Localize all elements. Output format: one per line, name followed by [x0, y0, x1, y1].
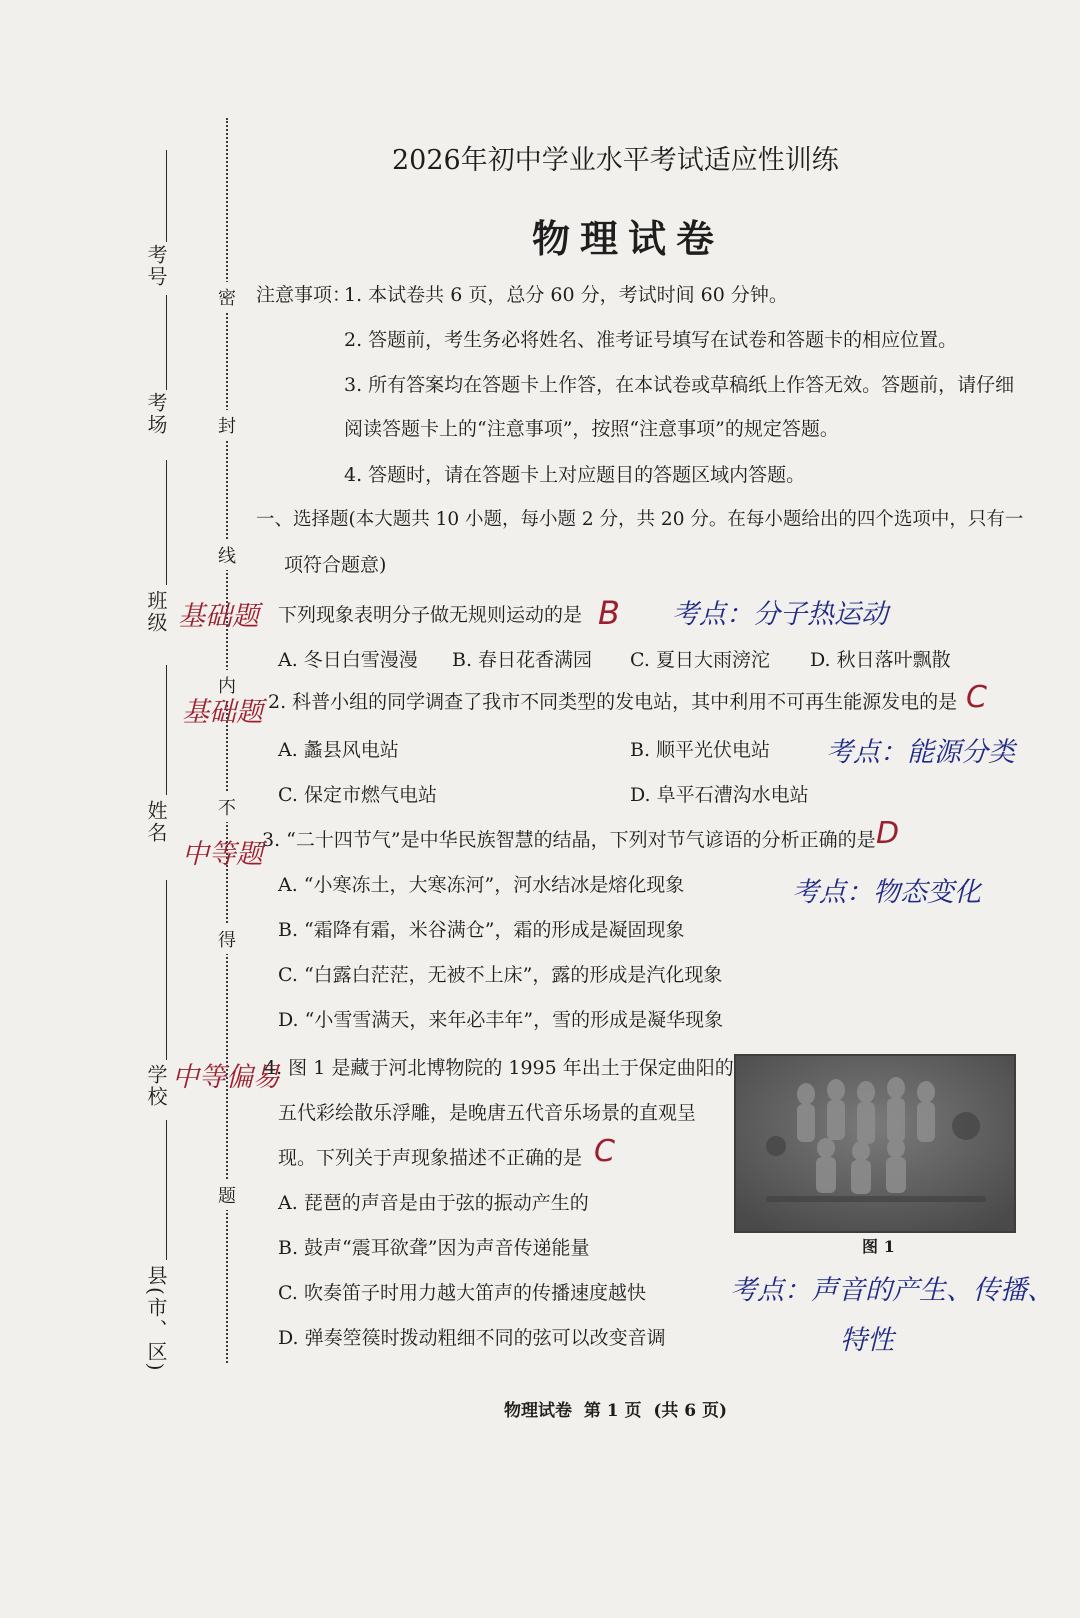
difficulty-annotation: 基础题 [178, 601, 259, 632]
notice-item: 3. 所有答案均在答题卡上作答，在本试卷或草稿纸上作答无效。答题前，请仔细 [344, 374, 1015, 396]
difficulty-annotation: 中等偏易 [172, 1062, 280, 1093]
section-heading: 一、选择题(本大题共 10 小题，每小题 2 分，共 20 分。在每小题给出的四个选项中，只有一 [256, 509, 1024, 530]
topic-annotation-cont: 特性 [840, 1325, 894, 1356]
option: D. 阜平石漕沟水电站 [630, 784, 809, 806]
option: C. 保定市燃气电站 [278, 784, 437, 806]
field-exam-number-line [166, 150, 167, 242]
notice-item: 4. 答题时，请在答题卡上对应题目的答题区域内答题。 [344, 464, 806, 486]
field-name-line [166, 665, 167, 795]
difficulty-annotation: 中等题 [182, 839, 263, 870]
field-name-label: 姓名 [144, 800, 168, 844]
option: D. 秋日落叶飘散 [810, 649, 951, 671]
figure-caption: 图 1 [862, 1237, 895, 1256]
option: A. 冬日白雪漫漫 [278, 649, 418, 671]
topic-annotation: 考点：分子热运动 [672, 599, 888, 630]
topic-annotation: 考点：能源分类 [826, 737, 1015, 768]
option: A. 蠡县风电站 [278, 739, 399, 761]
answer-annotation: C [966, 680, 987, 715]
field-exam-room-line [166, 295, 167, 390]
exam-title: 2026年初中学业水平考试适应性训练 [392, 145, 839, 176]
topic-annotation: 考点：声音的产生、传播、 [730, 1275, 1054, 1306]
option: B. 顺平光伏电站 [630, 739, 771, 761]
answer-annotation: B [598, 594, 620, 632]
seal-char: 线 [218, 540, 236, 570]
seal-char: 不 [218, 792, 236, 822]
notice-label: 注意事项： [256, 284, 352, 306]
field-exam-number-label: 考号 [144, 244, 168, 288]
notice-item: 2. 答题前，考生务必将姓名、准考证号填写在试卷和答题卡的相应位置。 [344, 329, 958, 351]
option: B. 鼓声“震耳欲聋”因为声音传递能量 [278, 1237, 590, 1259]
option: B. “霜降有霜，米谷满仓”，霜的形成是凝固现象 [278, 919, 685, 941]
option: A. 琵琶的声音是由于弦的振动产生的 [278, 1192, 589, 1214]
option: D. “小雪雪满天，来年必丰年”，雪的形成是凝华现象 [278, 1009, 724, 1031]
page-footer: 物理试卷 第 1 页 (共 6 页) [504, 1401, 728, 1421]
option: D. 弹奏箜篌时拨动粗细不同的弦可以改变音调 [278, 1327, 666, 1349]
answer-annotation: D [876, 816, 900, 851]
relief-photo-image [734, 1054, 1016, 1233]
seal-char: 封 [218, 410, 236, 440]
paper-subject-title: 物理试卷 [532, 216, 725, 261]
option: C. 夏日大雨滂沱 [630, 649, 770, 671]
question-stem: 下列现象表明分子做无规则运动的是 [278, 604, 583, 626]
difficulty-annotation: 基础题 [182, 697, 263, 728]
question-stem: 2. 科普小组的同学调查了我市不同类型的发电站，其中利用不可再生能源发电的是 [268, 691, 958, 713]
field-class-label: 班级 [144, 590, 168, 634]
field-county-line [166, 1120, 167, 1260]
relief-figures-illustration [736, 1056, 1014, 1231]
seal-char: 密 [218, 282, 236, 312]
option: C. “白露白茫茫，无被不上床”，露的形成是汽化现象 [278, 964, 723, 986]
field-school-line [166, 880, 167, 1060]
seal-char: 得 [218, 924, 236, 954]
section-heading-cont: 项符合题意) [284, 554, 387, 576]
notice-item: 阅读答题卡上的“注意事项”，按照“注意事项”的规定答题。 [344, 418, 839, 440]
option: A. “小寒冻土，大寒冻河”，河水结冰是熔化现象 [278, 874, 685, 896]
notice-item: 1. 本试卷共 6 页，总分 60 分，考试时间 60 分钟。 [344, 284, 788, 306]
field-school-label: 学校 [144, 1064, 168, 1108]
seal-char: 题 [218, 1180, 236, 1210]
field-county-label: 县(市、区) [144, 1265, 168, 1373]
question-stem: 五代彩绘散乐浮雕，是晚唐五代音乐场景的直观呈 [278, 1102, 697, 1124]
answer-annotation: C [594, 1134, 615, 1169]
option: B. 春日花香满园 [452, 649, 593, 671]
option: C. 吹奏笛子时用力越大笛声的传播速度越快 [278, 1282, 646, 1304]
field-exam-room-label: 考场 [144, 392, 168, 436]
question-stem: 3. “二十四节气”是中华民族智慧的结晶，下列对节气谚语的分析正确的是 [262, 829, 876, 851]
field-class-line [166, 460, 167, 585]
seal-char: 内 [218, 670, 236, 700]
topic-annotation: 考点：物态变化 [792, 877, 981, 908]
question-stem: 4. 图 1 是藏于河北博物院的 1995 年出土于保定曲阳的 [264, 1057, 734, 1079]
question-stem: 现。下列关于声现象描述不正确的是 [278, 1147, 583, 1169]
